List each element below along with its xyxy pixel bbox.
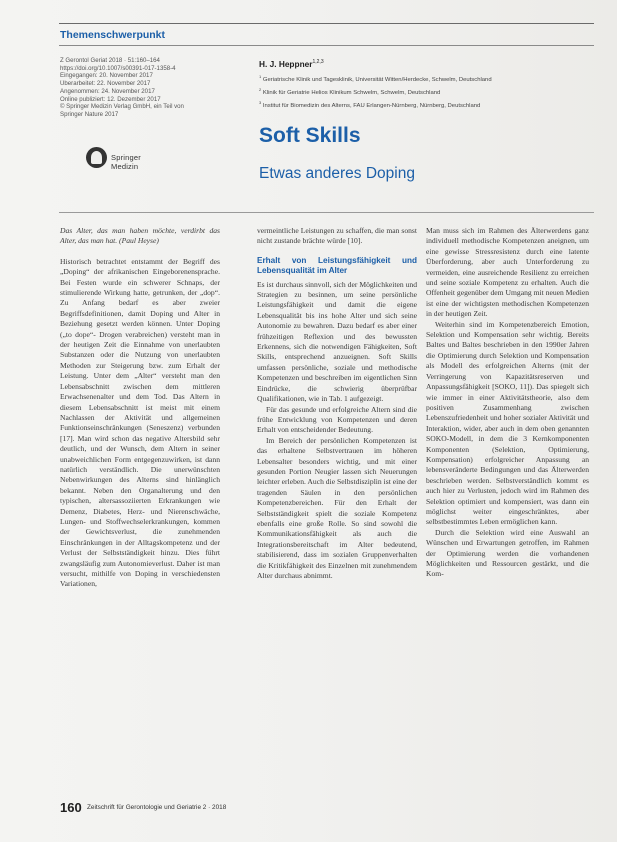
epigraph: Das Alter, das man haben möchte, verdirbt das Alter, das man hat. (Paul Heyse) xyxy=(60,226,220,246)
affil-text: Institut für Biomedizin des Alterns, FAU Erlangen-Nürnberg, Nürnberg, Deutschland xyxy=(262,103,481,110)
springer-horse-icon xyxy=(86,147,107,168)
paragraph: vermeintliche Leistungen zu schaffen, die man sonst nicht zustande brächte würde [10]. xyxy=(257,226,417,246)
affil-sup: 1 xyxy=(259,74,262,79)
header-rule xyxy=(59,45,594,46)
paragraph: Es ist durchaus sinnvoll, sich der Möglichkeiten und Strategien zu besinnen, um seine persönliche Leistungsfähigkeit und damit die eigene Lebensqualität bis ins hohe Alter und sich seine Autonomie zu bewahren. Dazu bedarf es aber einer frühzeitigen Reflexion und des bewussten Erkennens, sich die notwendigen Fähigkeiten, Soft Skills, entsprechend anzueignen. Soft Skills umfassen persönliche, soziale und methodische Kompetenzen und beschreiben im eigentlichen Sinn Eindrücke, die schwierig überprüfbar Qualifikationen, wie in Tab. 1 aufgezeigt. xyxy=(257,279,417,404)
meta-line: © Springer Medizin Verlag GmbH, ein Teil von xyxy=(60,103,184,111)
meta-line: Springer Nature 2017 xyxy=(60,110,119,118)
article-subtitle: Etwas anderes Doping xyxy=(259,165,415,182)
paragraph: Historisch betrachtet entstammt der Begriff des „Doping“ der afrikanischen Eingeborenensprache. Bei Festen wurde ein schwerer Schnaps, der stimulierende Wirkung hatte, getrunken, der „dop“. Zu Anfang bedarf es aber zweier Begriffsdefinitionen, damit Doping und Alter in Beziehung gesetzt werden können. Unter Doping („to dope“- Drogen verabreichen) versteht man in der heutigen Zeit die Einnahme von unerlaubten Substanzen oder die Nutzung von unerlaubten Methoden zur Steigerung bzw. zum Erhalt der Leistung. Unter dem „Alter“ versteht man den Lebensabschnitt zwischen dem mittleren Erwachsenenalter und dem Tod. Das Altern in diesem Lebensabschnitt ist meist mit einem Nachlassen der Aktivität und allgemeinen Funktionseinschränkungen (Seneszenz) verbunden [17]. Man wird schon das negative Altersbild sehr deutlich, und der Wunsch, dem Altern in seiner unabweichlichen Form entgegenzuwirken, ist dann natürlich verständlich. Die unerwünschten Nebenwirkungen des Alterns sind hinlänglich bekannt. Neben den Organalterung und den typischen, altersassoziierten Erkrankungen wie Demenz, Diabetes, Herz- und Nierenschwäche, Lungen- und Stoffwechselerkrankungen, kommen der Gewichtsverlust, die zunehmenden Einschränkungen in der Alltagskompetenz und der Verlust der Selbstständigkeit hinzu. Dies führt zwangsläufig zum Autonomieverlust. Daher ist man versucht, mithilfe von Doping in verschiedensten Variationen, xyxy=(60,256,220,589)
column-3 xyxy=(426,226,589,580)
journal-footer: Zeitschrift für Gerontologie und Geriatrie 2 · 2018 xyxy=(87,804,227,811)
title-rule xyxy=(59,212,594,213)
affil-text: Geriatrische Klinik und Tagesklinik, Universität Witten/Herdecke, Schwelm, Deutschland xyxy=(262,76,492,83)
affiliation xyxy=(259,72,589,85)
meta-line: Überarbeitet: 22. November 2017 xyxy=(60,80,151,88)
publisher-logo xyxy=(86,147,166,169)
meta-line: Eingegangen: 20. November 2017 xyxy=(60,72,153,80)
affil-sup: 3 xyxy=(259,100,262,106)
section-heading: Erhalt von Leistungsfähigkeit und Lebensqualität im Alter xyxy=(257,255,417,276)
paragraph: Weiterhin sind im Kompetenzbereich Emotion, Selektion und Kompensation sehr wichtig. Bereits Baltes und Baltes beschrieben in den 1990er Jahren die Optimierung durch Selektion und Kompensation als Modell des erfolgreichen Alterns (mit der Verringerung von Kapazitätsreserven und Anpassungsfähigkeit [SOKO, 11]). Das spiegelt sich wie immer in einer Aktivitätstheorie, also dem positiven Zusammenhang zwischen Lebenszufriedenheit und hoher sozialer Aktivität und Interaktion, wider, aber auch in dem oben genannten SOKO-Modell, in dem die 3 Kernkomponenten Komponenten (Selektion, Optimierung, Kompensation) erfolgreicher Anpassung an lebensveränderte Bedingungen und das Älterwerden beschrieben werden. Selbstverständlich kommt es auch hier zu Verlusten, jedoch wird im Rahmen des Selektion optimiert und kompensiert, was dann ein möglichst weiter eingeschränktes, aber selbstbestimmtes Leben ermöglichen kann. xyxy=(426,319,589,527)
affiliation xyxy=(259,98,589,111)
author-name xyxy=(259,59,324,69)
paragraph: Man muss sich im Rahmen des Älterwerdens ganz individuell methodische Kompetenzen aneignen, um eine gewisse Stressresistenz durch eine latente Überforderung, aber auch Unterforderung zu vermeiden, eine ausreichende Resilienz zu erreichen und seine soziale Kompetenz zu erhalten. Auch die Offenheit gegenüber dem Umgang mit neuen Medien ist eine der wichtigsten methodischen Kompetenzen in der heutigen Zeit. xyxy=(426,226,589,319)
article-meta xyxy=(60,57,250,119)
paragraph: Im Bereich der persönlichen Kompetenzen ist das erhaltene Selbstvertrauen im höheren Lebensalter besonders wichtig, und mit einer gesunden Portion Neugier lassen sich Neuerungen leichter erleben. Auch die Selbstdisziplin ist eine der tragenden Säulen in den persönlichen Kompetenzbereichen. Für den Erhalt der Selbstständigkeit spielt die soziale Kompetenz ebenfalls eine große Rolle. So sind sowohl die Kommunikationsfähigkeit als auch die Integrationsbereitschaft im Alter bedeutend, stabilisierend, dass im sozialen Gruppenverhalten die Kritikfähigkeit des Einzelnen mit zunehmendem Alter durchaus abnimmt. xyxy=(257,435,417,580)
meta-line: Z Gerontol Geriat 2018 · 51:160–164 xyxy=(60,57,160,64)
top-rule xyxy=(59,23,594,24)
affil-text: Klinik für Geriatrie Helios Klinikum Schwelm, Schwelm, Deutschland xyxy=(262,90,441,97)
affil-sup: 2 xyxy=(259,87,262,93)
author-sup: 1,2,3 xyxy=(312,59,324,66)
paragraph: Durch die Selektion wird eine Auswahl an Wünschen und Erwartungen getroffen, im Rahmen der Optimierung werden die vorhandenen Möglichkeiten und Ressourcen gestärkt, und die Kom- xyxy=(426,527,589,579)
affiliation xyxy=(259,85,589,98)
column-2 xyxy=(257,226,417,581)
publisher-name: Springer Medizin xyxy=(111,153,141,171)
article-title: Soft Skills xyxy=(259,124,361,147)
paragraph: Für das gesunde und erfolgreiche Altern sind die frühe Entwicklung von Kompetenzen und deren Erhalt von entscheidender Bedeutung. xyxy=(257,404,417,435)
page-number: 160 xyxy=(60,800,82,815)
meta-line: Angenommen: 24. November 2017 xyxy=(60,87,155,95)
column-1 xyxy=(60,226,220,590)
meta-line[interactable]: https://doi.org/10.1007/s00391-017-1358-4 xyxy=(60,64,176,72)
affiliations xyxy=(259,72,589,112)
author-text: H. J. Heppner xyxy=(259,59,313,69)
section-label: Themenschwerpunkt xyxy=(60,29,166,41)
meta-line: Online publiziert: 12. Dezember 2017 xyxy=(60,95,161,103)
